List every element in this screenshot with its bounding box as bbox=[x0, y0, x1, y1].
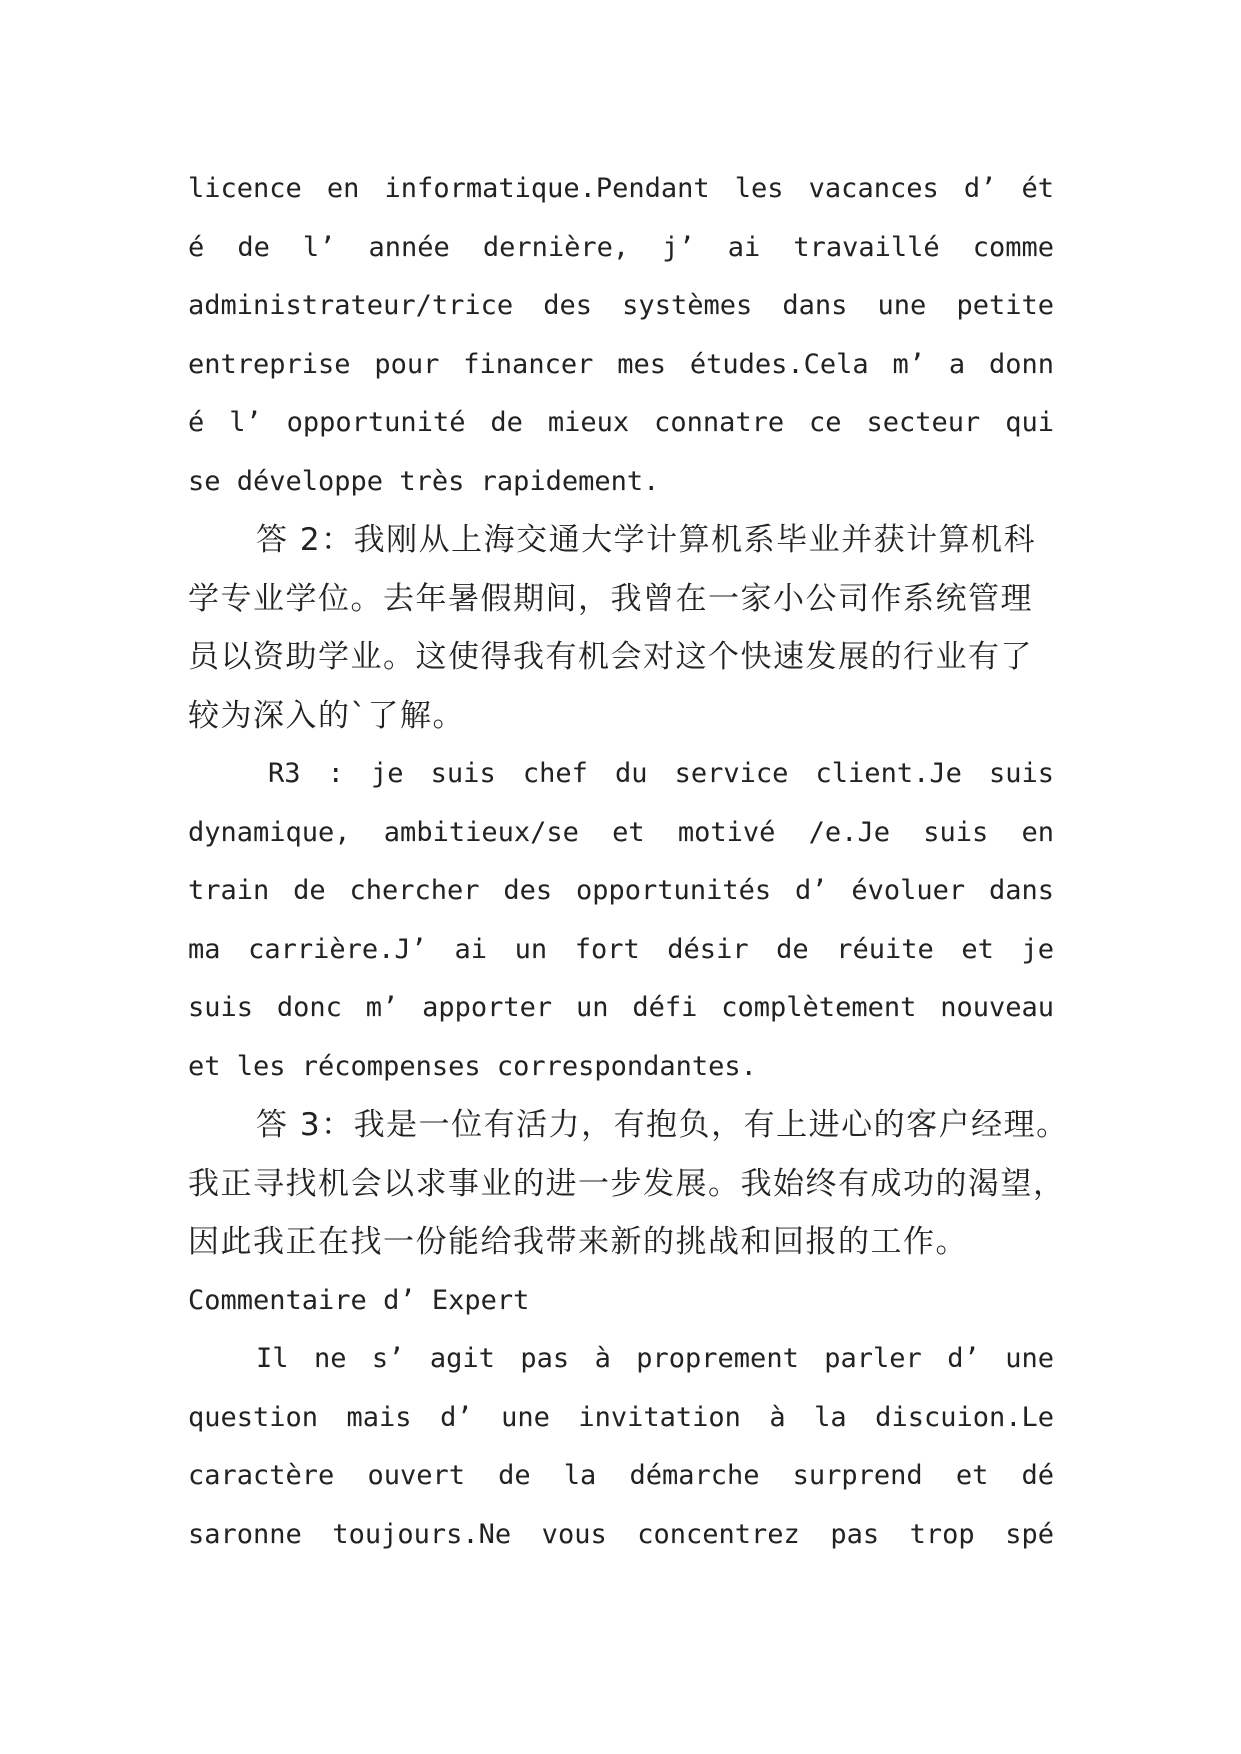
text-line: é l’ opportunité de mieux connatre ce secteur qui bbox=[188, 407, 1054, 438]
text-line: administrateur/trice des systèmes dans une petite bbox=[188, 290, 1054, 321]
answer-2-line: 答 2：我刚从上海交通大学计算机系毕业并获计算机科 bbox=[256, 522, 1037, 558]
text-line: licence en informatique.Pendant les vacances d’ ét bbox=[188, 173, 1054, 204]
section-heading: Commentaire d’ Expert bbox=[188, 1284, 530, 1316]
answer-3-line: 答 3：我是一位有活力，有抱负，有上进心的客户经理。 bbox=[256, 1107, 1069, 1143]
text-line: se développe très rapidement. bbox=[188, 465, 660, 497]
response-3-line: et les récompenses correspondantes. bbox=[188, 1050, 757, 1082]
commentary-line: Il ne s’ agit pas à proprement parler d’ une bbox=[256, 1343, 1054, 1374]
response-3-line: ma carrière.J’ ai un fort désir de réuite et je bbox=[188, 933, 1054, 965]
commentary-line: caractère ouvert de la démarche surprend et dé bbox=[188, 1460, 1054, 1491]
response-3-line: suis donc m’ apporter un défi complètement nouveau bbox=[188, 992, 1054, 1023]
text-line: entreprise pour financer mes études.Cela m’ a donn bbox=[188, 348, 1054, 380]
answer-2-line: 员以资助学业。这使得我有机会对这个快速发展的行业有了 bbox=[188, 639, 1033, 675]
response-3-line: R3 : je suis chef du service client.Je suis bbox=[268, 758, 1054, 789]
answer-2-line: 学专业学位。去年暑假期间，我曾在一家小公司作系统管理 bbox=[188, 580, 1033, 617]
answer-2-line: 较为深入的`了解。 bbox=[188, 697, 465, 734]
answer-3-line: 我正寻找机会以求事业的进一步发展。我始终有成功的渴望， bbox=[188, 1165, 1066, 1202]
answer-3-line: 因此我正在找一份能给我带来新的挑战和回报的工作。 bbox=[188, 1224, 968, 1260]
text-line: é de l’ année dernière, j’ ai travaillé comme bbox=[188, 231, 1054, 263]
commentary-line: saronne toujours.Ne vous concentrez pas trop spé bbox=[188, 1518, 1054, 1550]
response-3-line: dynamique, ambitieux/se et motivé /e.Je suis en bbox=[188, 816, 1054, 848]
commentary-line: question mais d’ une invitation à la discuion.Le bbox=[188, 1401, 1054, 1433]
document-body bbox=[188, 160, 1069, 1564]
response-3-line: train de chercher des opportunités d’ évoluer dans bbox=[188, 875, 1054, 906]
